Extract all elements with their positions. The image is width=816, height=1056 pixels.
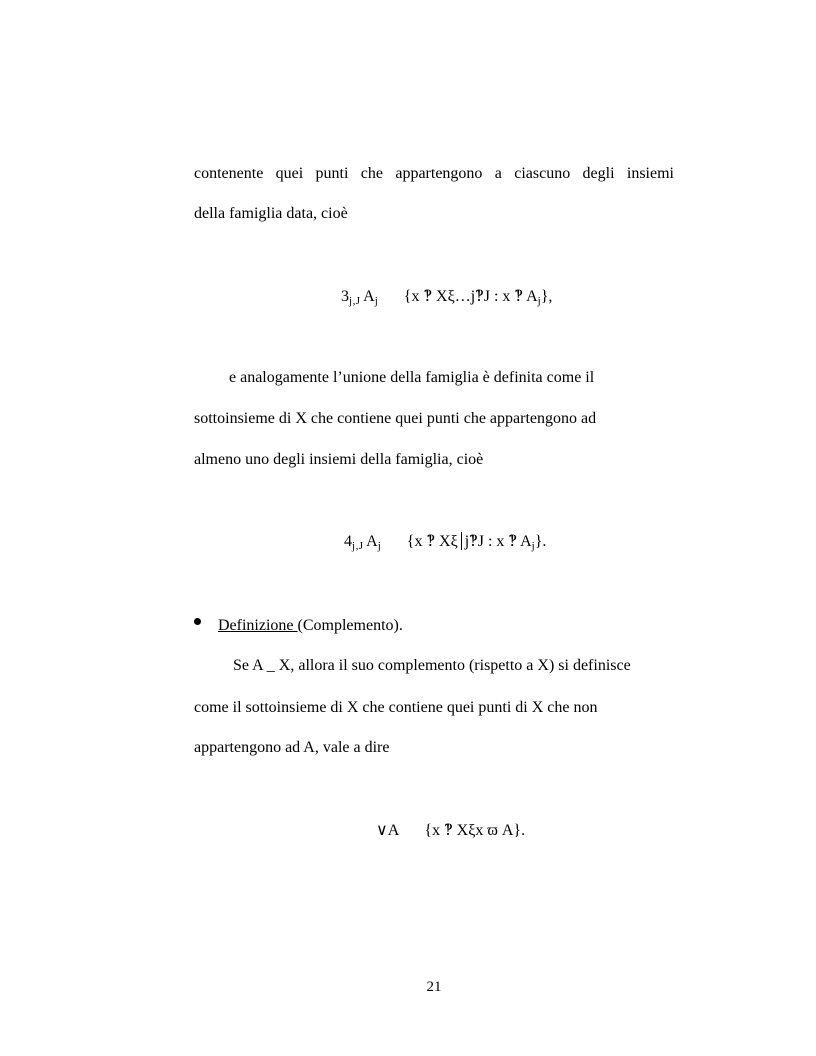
paragraph-line: sottoinsieme di X che contiene quei punti che appartengono ad [194,410,597,427]
paragraph-line: e analogamente l’unione della famiglia è definita come il [229,369,595,386]
page-number: 21 [426,979,442,995]
set-definition-end: }, [540,288,553,305]
set-definition: {x ‽ Xξ [406,533,458,550]
paragraph-line: come il sottoinsieme di X che contiene quei punti di X che non [194,699,598,716]
paragraph-line: Se A _ X, allora il suo complemento (rispetto a X) si definisce [233,657,631,674]
set-subscript: j [374,295,378,307]
set-symbol: A [363,288,375,305]
definition-term: Definizione [218,617,298,634]
set-definition-condition: j‽J : x ‽ A [464,533,532,550]
index-subscript: j‚J [349,295,361,307]
index-subscript: j‚J [352,540,364,552]
set-symbol: A [366,533,378,550]
such-that-bar [461,532,462,550]
set-definition: {x ‽ Xξx ϖ A}. [424,822,526,839]
intersection-symbol: 3 [341,288,349,305]
set-definition: {x ‽ Xξ…j‽J : x ‽ A [403,288,538,305]
definition-qualifier: (Complemento). [297,617,403,634]
complement-symbol: ∨A [376,822,399,839]
set-subscript: j [537,295,541,307]
formula-union [344,531,546,553]
paragraph-line: appartengono ad A, vale a dire [194,739,390,756]
set-definition-end: }. [534,533,547,550]
set-subscript: j [377,540,381,552]
definition-heading [218,616,403,636]
union-symbol: 4 [344,533,352,550]
formula-intersection [341,286,552,308]
paragraph-line: contenente quei punti che appartengono a ciascuno degli insiemi [194,165,674,182]
bullet-icon [194,618,201,625]
formula-complement [376,820,525,842]
set-subscript: j [531,540,535,552]
paragraph-line: almeno uno degli insiemi della famiglia, cioè [194,451,484,468]
paragraph-line: della famiglia data, cioè [194,205,348,222]
